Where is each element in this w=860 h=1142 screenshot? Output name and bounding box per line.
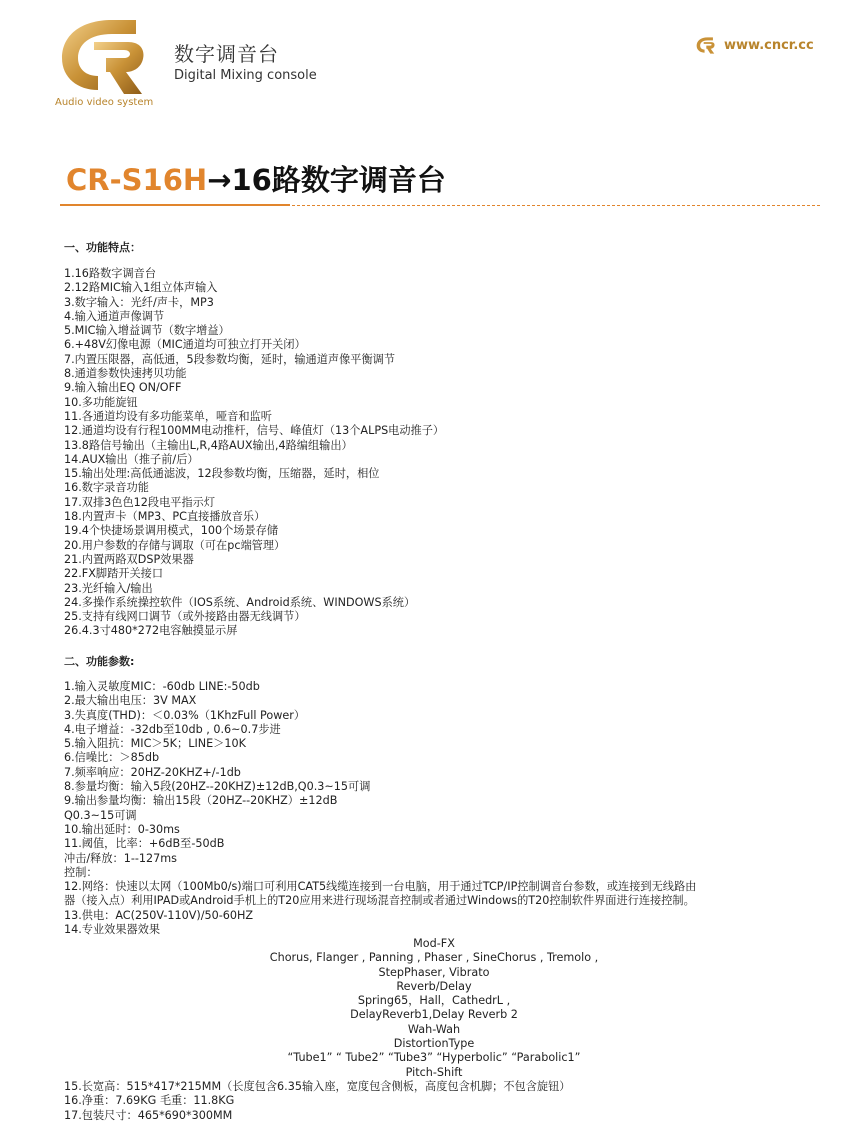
product-name: 16路数字调音台 bbox=[231, 163, 446, 197]
effects-list bbox=[64, 937, 804, 1080]
spec-item: 8.参量均衡：输入5段(20HZ--20KHZ)±12dB,Q0.3~15可调 bbox=[64, 780, 371, 794]
effect-line: Reverb/Delay bbox=[396, 979, 472, 993]
spec-item: 15.长宽高：515*417*215MM（长度包含6.35输入座，宽度包含侧板，高度包含机脚；不包含旋钮） bbox=[64, 1080, 571, 1093]
effect-line: “Tube1” “ Tube2” “Tube3” “Hyperbolic” “Parabolic1” bbox=[287, 1051, 581, 1065]
feature-item: 24.多操作系统操控软件（IOS系统、Android系统、WINDOWS系统） bbox=[64, 595, 416, 609]
effect-line: Wah-Wah bbox=[407, 1022, 461, 1036]
header-title: 数字调音台 bbox=[174, 42, 279, 66]
effect-line: Spring65，Hall，CathedrL , bbox=[357, 994, 511, 1008]
effect-line: Pitch-Shift bbox=[405, 1065, 463, 1079]
feature-item: 9.输入输出EQ ON/OFF bbox=[64, 381, 182, 395]
spec-item: 13.供电：AC(250V-110V)/50-60HZ bbox=[64, 908, 254, 922]
feature-item: 22.FX脚踏开关接口 bbox=[64, 567, 164, 581]
title-dotted-rule bbox=[292, 205, 820, 206]
spec-item: 14.专业效果器效果 bbox=[64, 923, 161, 937]
features-list bbox=[64, 267, 444, 639]
brand-tagline: Audio video system bbox=[55, 97, 154, 108]
cr-small-logo-icon bbox=[693, 36, 717, 58]
title-arrow: → bbox=[207, 163, 232, 197]
spec-item: 2.最大输出电压：3V MAX bbox=[64, 694, 197, 708]
spec-item: 3.失真度(THD)：＜0.03%（1KhzFull Power） bbox=[64, 708, 306, 722]
spec-item: 1.输入灵敏度MIC：-60db LINE:-50db bbox=[64, 680, 260, 693]
spec-item: 10.输出延时：0-30ms bbox=[64, 822, 180, 836]
product-model: CR-S16H bbox=[66, 163, 208, 197]
feature-item: 6.+48V幻像电源（MIC通道均可独立打开关闭） bbox=[64, 338, 306, 352]
effect-line: Chorus, Flanger , Panning , Phaser , SineChorus , Tremolo , bbox=[269, 951, 599, 965]
feature-item: 7.内置压限器，高低通，5段参数均衡，延时，输通道声像平衡调节 bbox=[64, 352, 396, 366]
effect-line: DistortionType bbox=[393, 1037, 475, 1051]
title-underline bbox=[60, 204, 290, 206]
spec-item: 器（接入点）利用IPAD或Android手机上的T20应用来进行现场混音控制或者通过Windows的T20控制软件界面进行连接控制。 bbox=[64, 894, 695, 908]
feature-item: 14.AUX输出（推子前/后） bbox=[64, 452, 199, 466]
spec-item: 6.信噪比：＞85db bbox=[64, 751, 160, 765]
spec-item: 5.输入阻抗：MIC＞5K；LINE＞10K bbox=[64, 737, 246, 751]
feature-item: 12.通道均设有行程100MM电动推杆，信号、峰值灯（13个ALPS电动推子） bbox=[64, 424, 445, 438]
feature-item: 10.多功能旋钮 bbox=[64, 395, 138, 409]
feature-item: 4.输入通道声像调节 bbox=[64, 309, 165, 323]
specs-heading: 二、功能参数: bbox=[64, 655, 135, 668]
spec-item: Q0.3~15可调 bbox=[64, 808, 137, 822]
spec-item: 9.输出参量均衡：输出15段（20HZ--20KHZ）±12dB bbox=[64, 794, 338, 808]
website-link[interactable]: www.cncr.cc bbox=[724, 38, 814, 53]
feature-item: 15.输出处理:高低通滤波，12段参数均衡，压缩器，延时，相位 bbox=[64, 467, 380, 481]
specs-tail-list bbox=[64, 1080, 570, 1123]
header-subtitle: Digital Mixing console bbox=[174, 68, 317, 83]
feature-item: 19.4个快捷场景调用模式，100个场景存储 bbox=[64, 524, 279, 538]
feature-item: 2.12路MIC输入1组立体声输入 bbox=[64, 281, 218, 295]
spec-item: 17.包装尺寸：465*690*300MM bbox=[64, 1108, 233, 1122]
specs-list bbox=[64, 680, 696, 937]
spec-item: 7.频率响应：20HZ-20KHZ+/-1db bbox=[64, 765, 241, 779]
effect-line: DelayReverb1,Delay Reverb 2 bbox=[350, 1008, 518, 1022]
feature-item: 23.光纤输入/输出 bbox=[64, 581, 153, 595]
spec-item: 冲击/释放：1--127ms bbox=[64, 851, 177, 865]
feature-item: 25.支持有线网口调节（或外接路由器无线调节） bbox=[64, 610, 306, 624]
effect-line: Mod-FX bbox=[413, 937, 455, 950]
feature-item: 13.8路信号输出（主输出L,R,4路AUX输出,4路编组输出） bbox=[64, 438, 353, 452]
spec-item: 16.净重：7.69KG 毛重：11.8KG bbox=[64, 1094, 235, 1108]
features-heading: 一、功能特点： bbox=[64, 241, 141, 254]
feature-item: 20.用户参数的存储与调取（可在pc端管理） bbox=[64, 538, 286, 552]
feature-item: 8.通道参数快速拷贝功能 bbox=[64, 367, 187, 381]
spec-item: 11.阈值，比率：+6dB至-50dB bbox=[64, 837, 225, 851]
spec-item: 控制： bbox=[64, 865, 98, 879]
spec-item: 12.网络：快速以太网（100Mb0/s)端口可利用CAT5线缆连接到一台电脑，用于通过TCP/IP控制调音台参数，或连接到无线路由 bbox=[64, 880, 697, 894]
product-title bbox=[66, 158, 446, 199]
feature-item: 16.数字录音功能 bbox=[64, 481, 149, 495]
feature-item: 21.内置两路双DSP效果器 bbox=[64, 552, 194, 566]
feature-item: 5.MIC输入增益调节（数字增益） bbox=[64, 324, 230, 338]
feature-item: 26.4.3寸480*272电容触摸显示屏 bbox=[64, 624, 238, 638]
feature-item: 18.内置声卡（MP3、PC直接播放音乐） bbox=[64, 510, 266, 524]
effect-line: StepPhaser, Vibrato bbox=[378, 965, 490, 979]
feature-item: 17.双排3色色12段电平指示灯 bbox=[64, 495, 216, 509]
feature-item: 3.数字输入：光纤/声卡，MP3 bbox=[64, 295, 214, 309]
spec-item: 4.电子增益：-32db至10db , 0.6~0.7步进 bbox=[64, 722, 281, 736]
feature-item: 11.各通道均设有多功能菜单，哑音和监听 bbox=[64, 409, 272, 423]
feature-item: 1.16路数字调音台 bbox=[64, 267, 157, 280]
